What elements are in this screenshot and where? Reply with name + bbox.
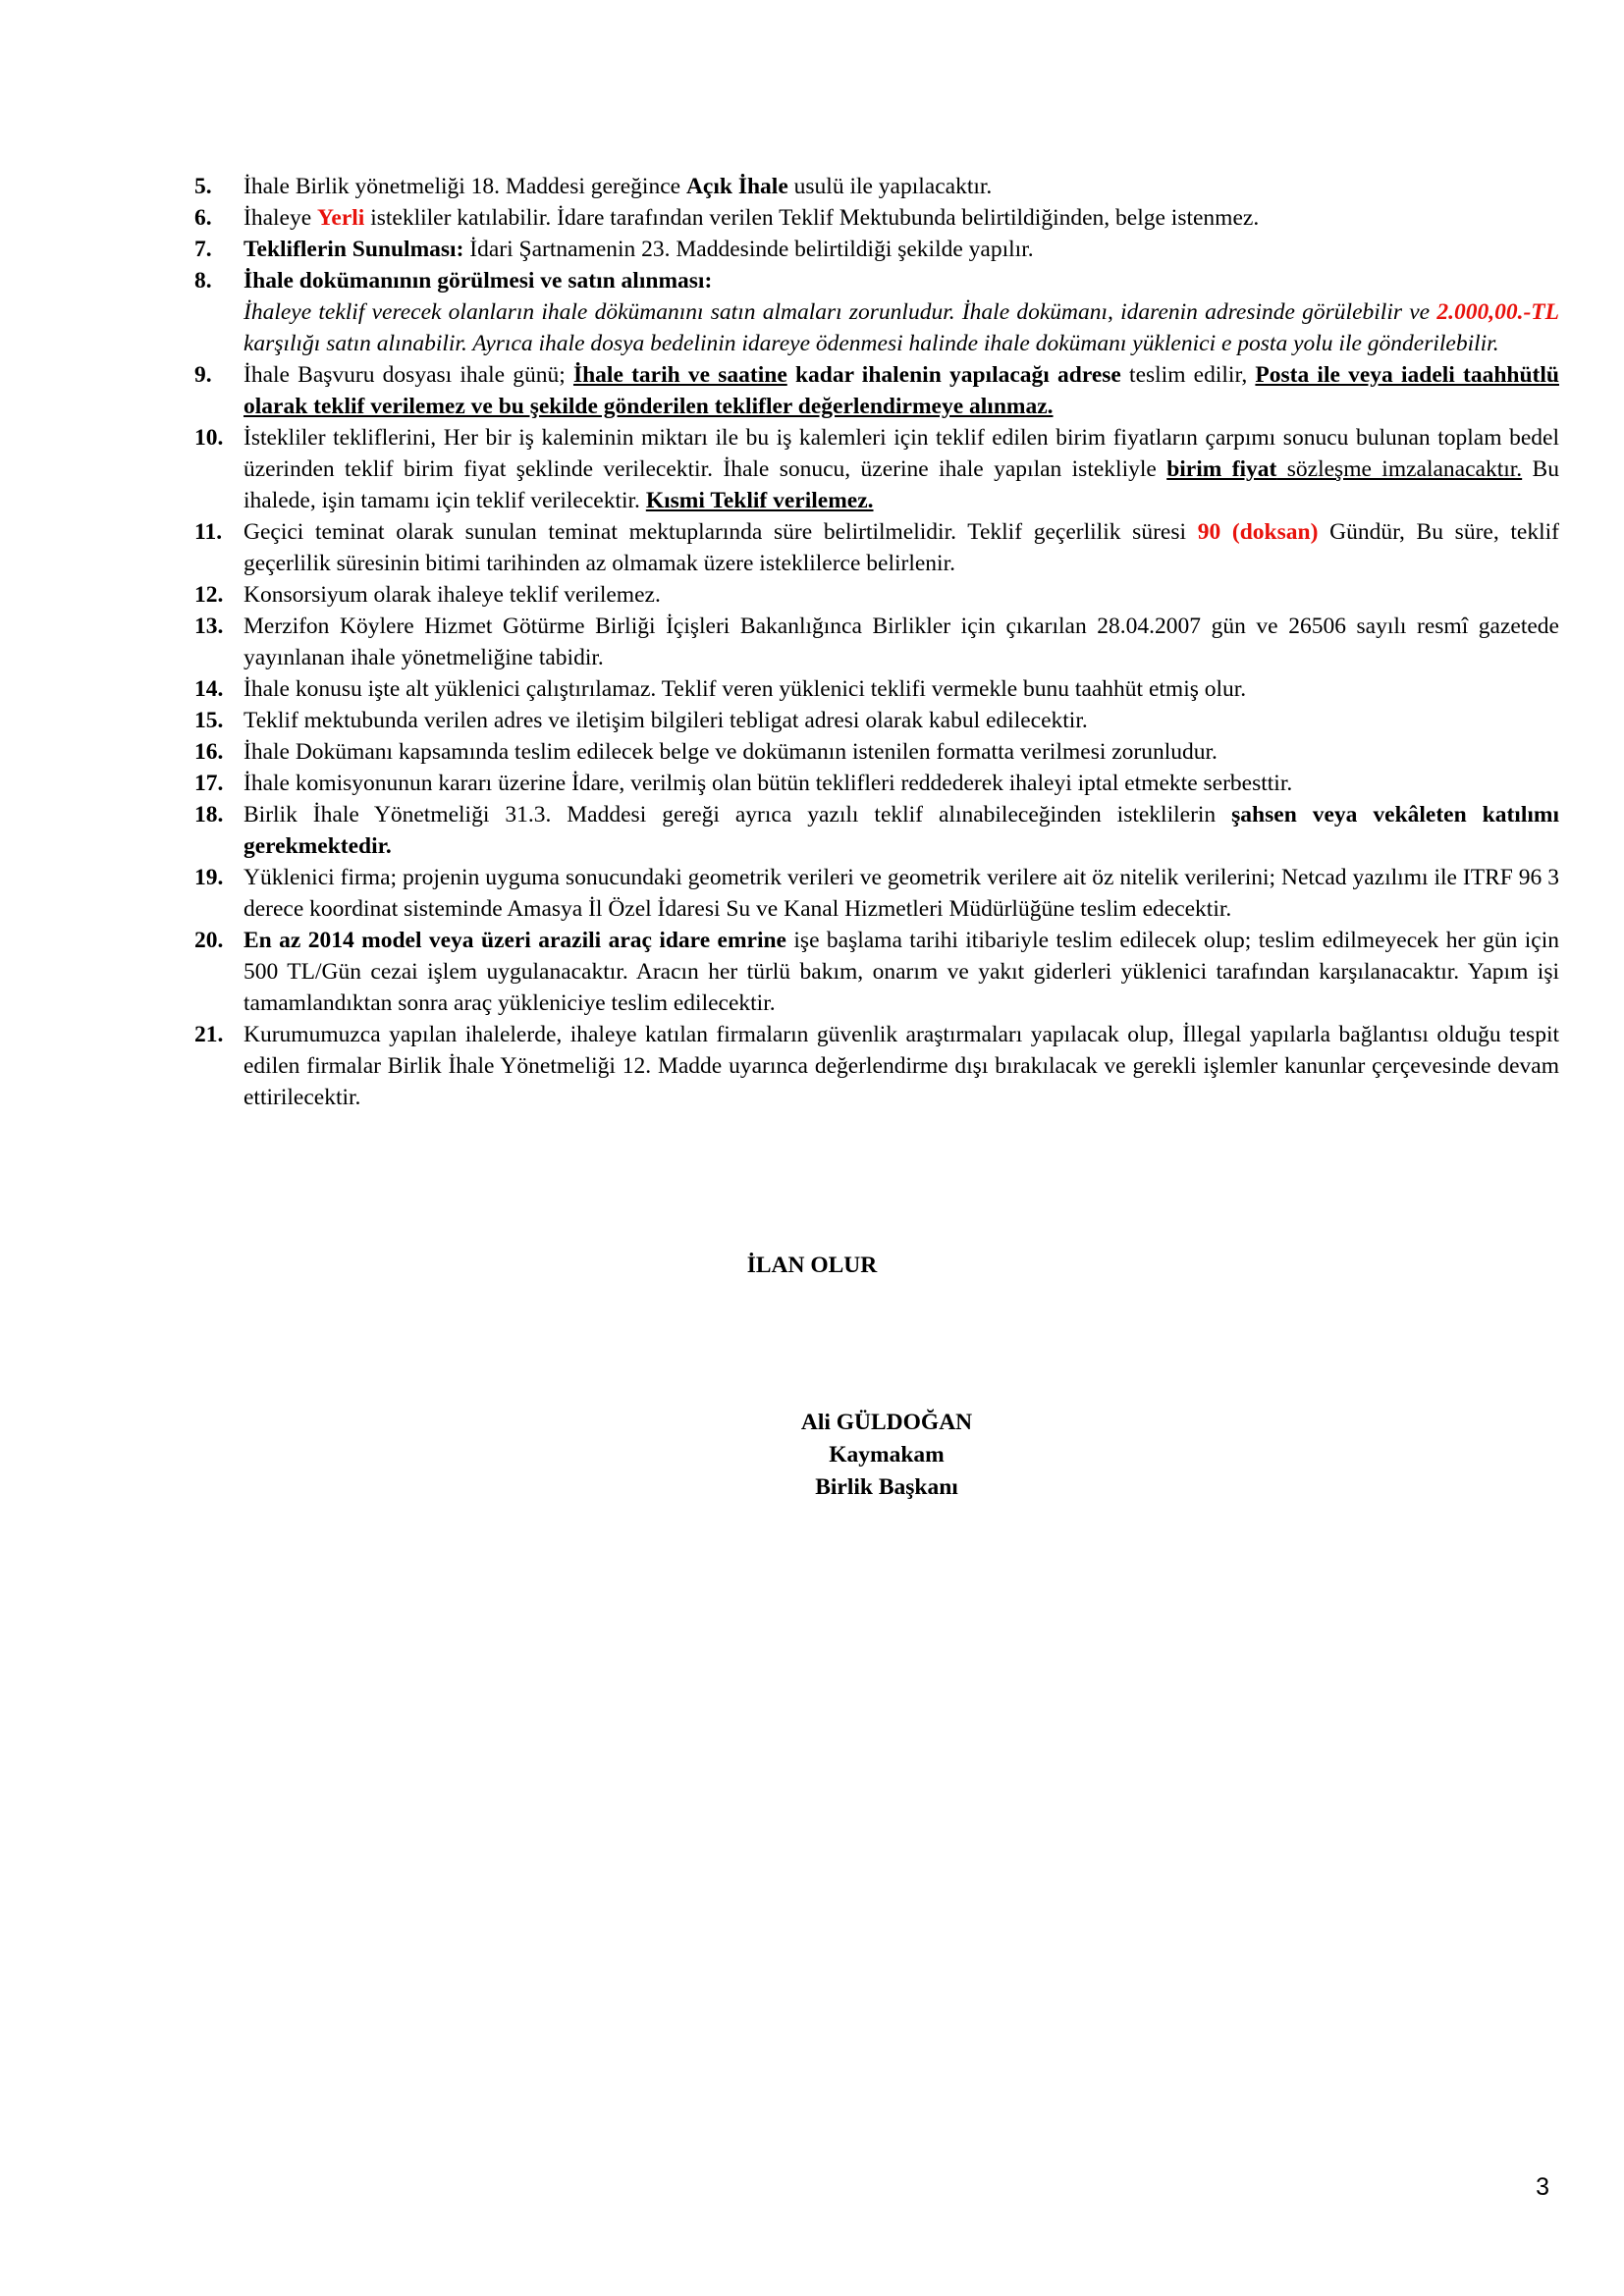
list-item xyxy=(194,862,1559,925)
signatory-title: Kaymakam xyxy=(829,1442,945,1468)
item-text: Birlik İhale Yönetmeliği 31.3. Maddesi gereği ayrıca yazılı teklif alınabileceğinden isteklilerin şahsen veya vekâleten katılımı gerekmektedir. xyxy=(244,802,1559,859)
signature-block xyxy=(0,1407,1624,1504)
item-text: İhale konusu işte alt yüklenici çalıştırılamaz. Teklif veren yüklenici teklifi vermekle bunu taahhüt etmiş olur. xyxy=(244,676,1247,702)
signatory-name: Ali GÜLDOĞAN xyxy=(800,1410,973,1435)
item-number: 7. xyxy=(194,237,212,262)
item-text: İstekliler tekliflerini, Her bir iş kaleminin miktarı ile bu iş kalemleri için teklif edilen birim fiyatların çarpımı sonucu bulunan toplam bedel üzerinden teklif birim fiyat şeklinde verilecektir. İhale sonucu, üzerine ihale yapılan istekliyle birim fiyat sözleşme imzalanacaktır. Bu ihalede, işin tamamı için teklif verilecektir. Kısmi Teklif verilemez. xyxy=(244,425,1559,513)
list-item xyxy=(194,359,1559,422)
list-item xyxy=(194,265,1559,359)
list-item xyxy=(194,422,1559,516)
item-text: İhale Birlik yönetmeliği 18. Maddesi gereğince Açık İhale usulü ile yapılacaktır. xyxy=(244,174,993,199)
item-number: 19. xyxy=(194,865,224,890)
list-item xyxy=(194,799,1559,862)
item-number: 12. xyxy=(194,582,224,608)
item-text: İhale Başvuru dosyası ihale günü; İhale tarih ve saatine kadar ihalenin yapılacağı adrese teslim edilir, Posta ile veya iadeli taahhütlü olarak teklif verilemez ve bu şekilde gönderilen teklifler değerlendirmeye alınmaz. xyxy=(244,362,1559,419)
item-text: Konsorsiyum olarak ihaleye teklif verilemez. xyxy=(244,582,661,608)
list-item xyxy=(194,516,1559,579)
item-text: Tekliflerin Sunulması: İdari Şartnamenin 23. Maddesinde belirtildiği şekilde yapılır. xyxy=(244,237,1034,262)
item-number: 18. xyxy=(194,802,224,828)
item-number: 11. xyxy=(194,519,223,545)
item-text: Yüklenici firma; projenin uyguma sonucundaki geometrik verileri ve geometrik verilere ait öz nitelik verilerini; Netcad yazılımı ile ITRF 96 3 derece koordinat sisteminde Amasya İl Özel İdaresi Su ve Kanal Hizmetleri Müdürlüğüne teslim edecektir. xyxy=(244,865,1559,922)
list-item xyxy=(194,925,1559,1019)
list-item xyxy=(194,673,1559,705)
item-text: İhaleye Yerli istekliler katılabilir. İdare tarafından verilen Teklif Mektubunda belirtildiğinden, belge istenmez. xyxy=(244,205,1260,231)
list-item xyxy=(194,768,1559,799)
list-item xyxy=(194,611,1559,673)
item-number: 15. xyxy=(194,708,224,733)
item-text: İhale dokümanının görülmesi ve satın alınması: İhaleye teklif verecek olanların ihale dökümanını satın almaları zorunludur. İhale dokümanı, idarenin adresinde görülebilir ve 2.000,00.-TL karşılığı satın alınabilir. Ayrıca ihale dosya bedelinin idareye ödenmesi halinde ihale dokümanı yüklenici e posta yolu ile gönderilebilir. xyxy=(244,268,1559,356)
item-number: 6. xyxy=(194,205,212,231)
item-number: 21. xyxy=(194,1022,224,1047)
page-number: 3 xyxy=(1536,2173,1549,2201)
item-text: İhale komisyonunun kararı üzerine İdare, verilmiş olan bütün teklifleri reddederek ihaleyi iptal etmekte serbesttir. xyxy=(244,771,1293,796)
item-text: En az 2014 model veya üzeri arazili araç idare emrine işe başlama tarihi itibariyle teslim edilecek olup; teslim edilmeyecek her gün için 500 TL/Gün cezai işlem uygulanacaktır. Aracın her türlü bakım, onarım ve yakıt giderleri yüklenici tarafından karşılanacaktır. Yapım işi tamamlandıktan sonra araç yükleniciye teslim edilecektir. xyxy=(244,928,1559,1016)
list-item xyxy=(194,736,1559,768)
list-item xyxy=(194,234,1559,265)
list-item xyxy=(194,202,1559,234)
item-number: 16. xyxy=(194,739,224,765)
item-text: Kurumumuzca yapılan ihalelerde, ihaleye katılan firmaların güvenlik araştırmaları yapılacak olup, İllegal yapılarla bağlantısı olduğu tespit edilen firmalar Birlik İhale Yönetmeliği 12. Madde uyarınca değerlendirme dışı bırakılacak ve gerekli işlemler kanunlar çerçevesinde devam ettirilecektir. xyxy=(244,1022,1559,1110)
item-text: İhale Dokümanı kapsamında teslim edilecek belge ve dokümanın istenilen formatta verilmesi zorunludur. xyxy=(244,739,1218,765)
item-number: 10. xyxy=(194,425,224,451)
closing-statement: İLAN OLUR xyxy=(746,1253,878,1278)
item-number: 8. xyxy=(194,268,212,294)
list-item xyxy=(194,705,1559,736)
item-number: 14. xyxy=(194,676,224,702)
list-item xyxy=(194,171,1559,202)
item-number: 17. xyxy=(194,771,224,796)
list-item xyxy=(194,579,1559,611)
list-item xyxy=(194,1019,1559,1113)
item-number: 9. xyxy=(194,362,212,388)
item-number: 13. xyxy=(194,614,224,639)
signatory-title: Birlik Başkanı xyxy=(815,1474,958,1500)
item-text: Merzifon Köylere Hizmet Götürme Birliği İçişleri Bakanlığınca Birlikler için çıkarılan 28.04.2007 gün ve 26506 sayılı resmî gazetede yayınlanan ihale yönetmeliğine tabidir. xyxy=(244,614,1559,670)
item-text: Teklif mektubunda verilen adres ve iletişim bilgileri tebligat adresi olarak kabul edilecektir. xyxy=(244,708,1088,733)
document-body xyxy=(194,171,1559,1113)
item-number: 20. xyxy=(194,928,224,953)
item-number: 5. xyxy=(194,174,212,199)
item-text: Geçici teminat olarak sunulan teminat mektuplarında süre belirtilmelidir. Teklif geçerlilik süresi 90 (doksan) Gündür, Bu süre, teklif geçerlilik süresinin bitimi tarihinden az olmamak üzere isteklilerce belirlenir. xyxy=(244,519,1559,576)
